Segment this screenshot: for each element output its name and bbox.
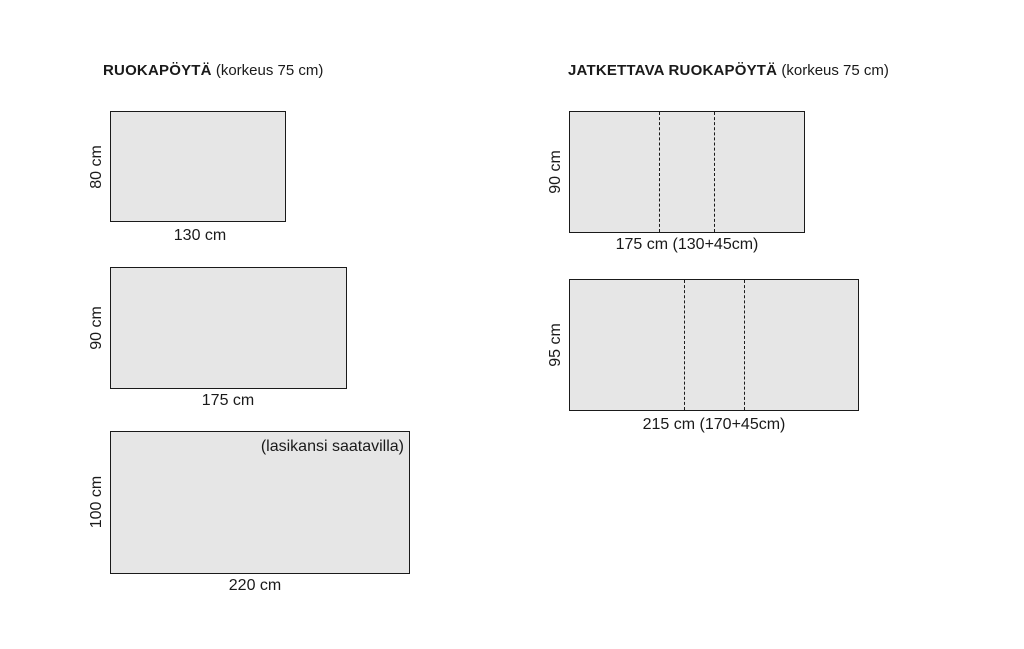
depth-label: 100 cm xyxy=(88,475,105,529)
extension-leaf xyxy=(659,112,715,232)
width-label: 130 cm xyxy=(173,227,227,244)
extendable-table-heading xyxy=(568,62,889,79)
width-label: 220 cm xyxy=(228,577,282,594)
table-top-220x100 xyxy=(110,431,410,574)
extendable-table-top-175x90 xyxy=(569,111,805,233)
table-top-130x80 xyxy=(110,111,286,222)
extendable-table-title: JATKETTAVA RUOKAPÖYTÄ xyxy=(568,62,778,79)
depth-label: 80 cm xyxy=(88,145,105,189)
table-top-175x90 xyxy=(110,267,347,389)
width-label: 215 cm (170+45cm) xyxy=(642,416,786,433)
glass-top-note: (lasikansi saatavilla) xyxy=(260,438,404,455)
dining-table-title: RUOKAPÖYTÄ xyxy=(103,62,212,79)
depth-label: 90 cm xyxy=(547,150,564,194)
depth-label: 90 cm xyxy=(88,306,105,350)
extendable-table-top-215x95 xyxy=(569,279,859,411)
width-label: 175 cm xyxy=(201,392,255,409)
extendable-table-height-note: (korkeus 75 cm) xyxy=(781,62,889,79)
dining-table-heading xyxy=(103,62,323,79)
width-label: 175 cm (130+45cm) xyxy=(615,236,759,253)
dining-table-height-note: (korkeus 75 cm) xyxy=(215,62,324,79)
extension-leaf xyxy=(684,280,745,410)
depth-label: 95 cm xyxy=(547,323,564,367)
